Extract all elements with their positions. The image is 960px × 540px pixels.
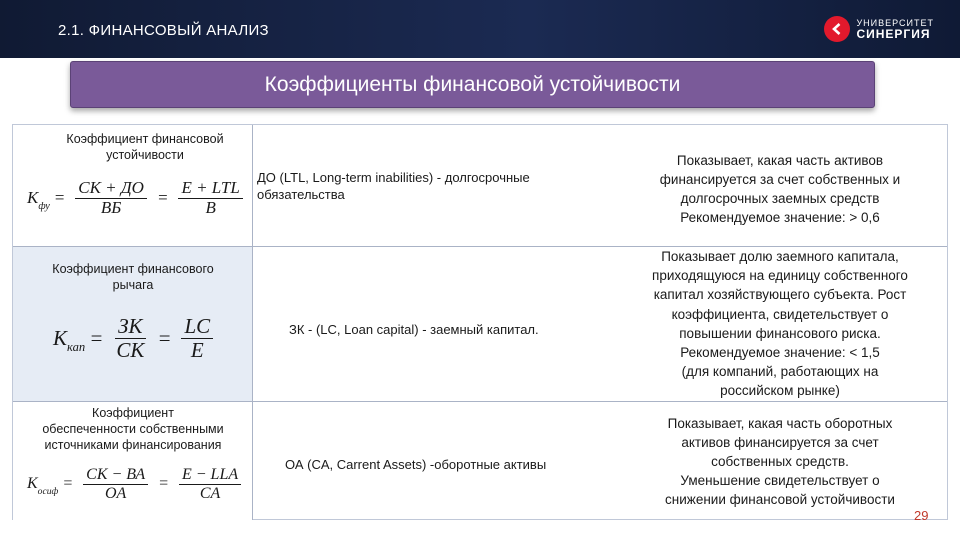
definition-text: ОА (CA, Carrent Assets) -оборотные активы (285, 457, 547, 472)
ratio-name-line: рычага (112, 278, 154, 292)
description-line: капитал хозяйствующего субъекта. Рост (653, 287, 907, 303)
ratio-name-line: источниками финансирования (44, 438, 222, 452)
description-line: Показывает, какая часть оборотных (667, 416, 893, 431)
slide-title: Коэффициенты финансовой устойчивости (264, 72, 681, 96)
ratio-formula (27, 466, 247, 502)
formula-k: $K_{фу}$ (27, 188, 50, 213)
description-line: Уменьшение свидетельствует о (680, 473, 880, 488)
university-logo (824, 14, 934, 44)
ratio-name-line: Коэффициент финансового (52, 262, 214, 276)
formula-equals: = (156, 188, 169, 208)
ratio-name-line: Коэффициент (92, 406, 174, 420)
description-line: финансируется за счет собственных и (659, 172, 901, 187)
formula-equals: = (53, 188, 66, 208)
description-line: Рекомендуемое значение: < 1,5 (680, 345, 880, 361)
definition-text: ДО (LTL, Long-term inabilities) - долгосрочные обязательства (257, 170, 530, 202)
logo-line-2: СИНЕРГИЯ (856, 27, 931, 41)
ratio-name-line: обеспеченности собственными (42, 422, 224, 436)
description-line: коэффициента, свидетельствует о (671, 306, 889, 322)
formula-fraction: $\frac{\text{E + LTL}}{B}$ (178, 179, 242, 217)
description-line: повышении финансового риска. (679, 325, 881, 341)
ratio-formula (27, 179, 249, 217)
formula-equals: = (157, 326, 172, 351)
description-line: Рекомендуемое значение: > 0,6 (680, 210, 880, 225)
ratio-name (45, 131, 245, 163)
formula-fraction: $\frac{ЗК}{СК}$ (116, 314, 145, 363)
formula-k: $K_{кап}$ (53, 326, 86, 355)
ratio-cell (13, 402, 253, 520)
formula-equals: = (158, 475, 169, 493)
definition-cell (253, 125, 613, 246)
description-line: Показывает, какая часть активов (676, 153, 884, 168)
description-line: долгосрочных заемных средств (680, 191, 880, 206)
ratio-formula (53, 315, 219, 362)
synergy-logo-icon (824, 16, 850, 42)
description-line: Показывает долю заемного капитала, (661, 249, 899, 264)
description-text (625, 151, 935, 227)
page-number: 29 (914, 508, 929, 523)
ratio-cell (13, 125, 253, 246)
formula-equals: = (62, 475, 74, 493)
section-title: 2.1. ФИНАНСОВЫЙ АНАЛИЗ (58, 22, 269, 39)
ratio-name-line: Коэффициент финансовой (66, 132, 224, 146)
definition-cell (253, 247, 613, 401)
description-text (621, 414, 939, 509)
table-row (13, 247, 947, 402)
formula-fraction: $\frac{\text{E − LLA}}{CA}$ (179, 466, 241, 502)
description-cell (613, 247, 947, 401)
formula-fraction: $\frac{СК + ДО}{ВБ}$ (75, 179, 147, 217)
table-row (13, 402, 947, 520)
formula-fraction: $\frac{СК - ВА}{OA}$ (83, 466, 148, 502)
header-bar (0, 0, 960, 58)
ratios-table (12, 124, 948, 520)
description-line: российском рынке) (720, 383, 840, 399)
ratio-name (19, 405, 247, 453)
ratio-name-line: устойчивости (106, 148, 184, 162)
formula-equals: = (89, 326, 104, 351)
ratio-cell (13, 247, 253, 401)
description-line: (для компаний, работающих на (681, 364, 879, 380)
formula-fraction: $\frac{LC}{E}$ (181, 315, 213, 362)
formula-k: $K_{осиф}$ (27, 475, 59, 498)
description-line: снижении финансовой устойчивости (665, 492, 895, 507)
logo-line-1: УНИВЕРСИТЕТ (856, 18, 934, 28)
description-text (619, 247, 941, 401)
description-cell (613, 125, 947, 246)
description-cell (613, 402, 947, 520)
logo-text (856, 18, 934, 40)
table-row (13, 125, 947, 247)
slide-banner (70, 61, 875, 108)
definition-cell (253, 402, 613, 520)
description-line: приходящуюся на единицу собственного (652, 268, 908, 284)
description-line: активов финансируется за счет (681, 435, 879, 450)
ratio-name (33, 261, 233, 293)
description-line: собственных средств. (711, 454, 849, 469)
definition-text: ЗК - (LC, Loan capital) - заемный капитал. (289, 322, 539, 337)
